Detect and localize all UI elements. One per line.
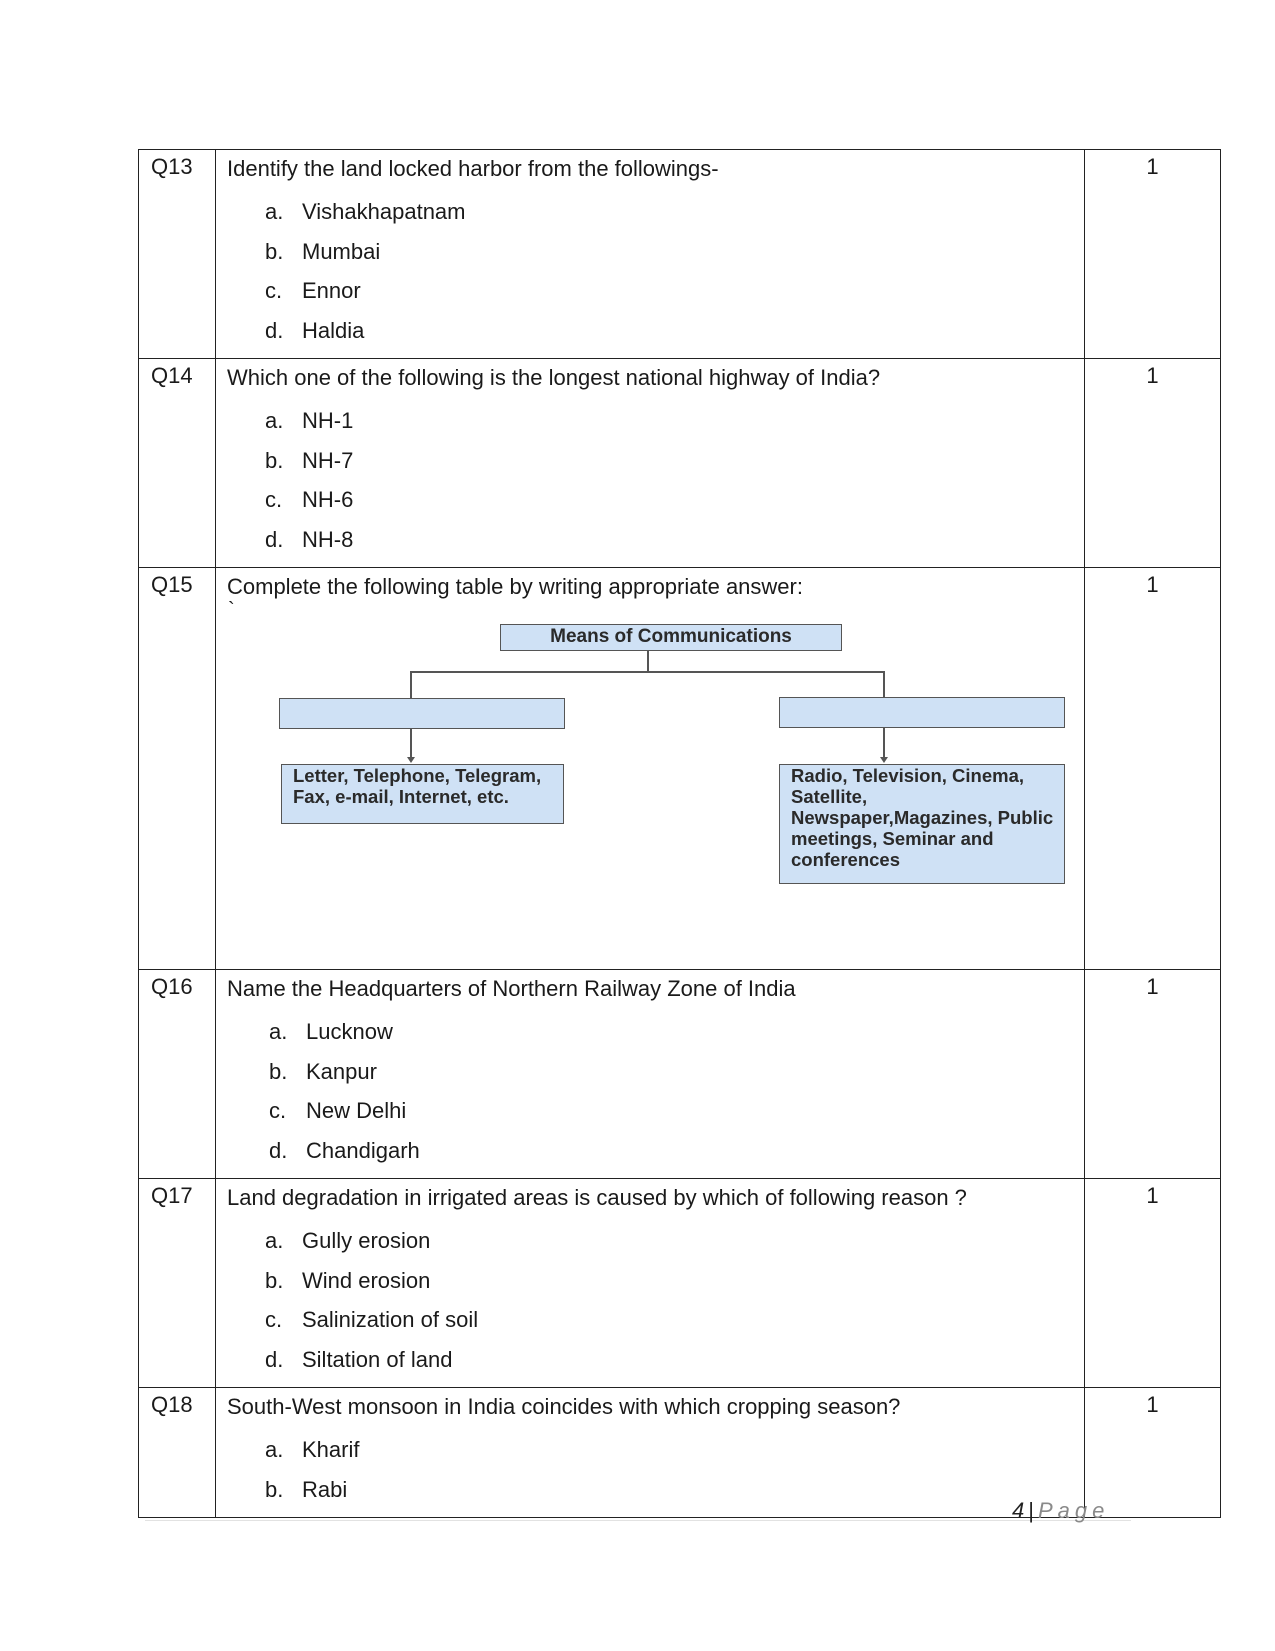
question-number: Q13 xyxy=(139,150,216,359)
mass-communication-list: Radio, Television, Cinema, Satellite, Newspaper,Magazines, Public meetings, Seminar and conferences xyxy=(779,764,1065,884)
option: d. Haldia xyxy=(265,317,365,343)
options-list xyxy=(227,401,1084,559)
option: d. Siltation of land xyxy=(265,1346,453,1372)
arrow-down-icon xyxy=(407,757,415,763)
option: c. New Delhi xyxy=(269,1098,407,1123)
question-row-q16 xyxy=(139,970,1221,1179)
marks: 1 xyxy=(1085,970,1221,1179)
question-number: Q17 xyxy=(139,1179,216,1388)
connector-line xyxy=(410,671,412,698)
question-row-q14 xyxy=(139,359,1221,568)
option: a. Lucknow xyxy=(269,1019,393,1044)
question-text: Complete the following table by writing appropriate answer: xyxy=(227,574,803,599)
page-number xyxy=(1012,1498,1109,1524)
option: a. Kharif xyxy=(265,1437,360,1462)
option: c. Salinization of soil xyxy=(265,1307,479,1332)
stray-mark: ` xyxy=(228,599,235,621)
question-text: Identify the land locked harbor from the followings- xyxy=(227,156,719,181)
options-list xyxy=(227,1221,1084,1379)
option: a. Gully erosion xyxy=(265,1228,431,1253)
option: c. Ennor xyxy=(265,278,361,303)
page-number-value: 4 xyxy=(1012,1498,1025,1523)
option: b. NH-7 xyxy=(265,447,354,473)
marks: 1 xyxy=(1085,359,1221,568)
question-text: South-West monsoon in India coincides with which cropping season? xyxy=(227,1394,901,1419)
question-text: Which one of the following is the longest national highway of India? xyxy=(227,365,881,390)
option: a. NH-1 xyxy=(265,408,354,433)
option: d. Chandigarh xyxy=(269,1137,420,1163)
connector-line xyxy=(883,728,885,758)
personal-communication-list: Letter, Telephone, Telegram, Fax, e-mail, Internet, etc. xyxy=(281,764,564,824)
question-number: Q14 xyxy=(139,359,216,568)
connector-line xyxy=(647,651,649,671)
blank-category-box-left[interactable] xyxy=(279,698,565,729)
option: b. Wind erosion xyxy=(265,1267,431,1293)
connector-line xyxy=(410,671,884,673)
arrow-down-icon xyxy=(880,757,888,763)
question-row-q13 xyxy=(139,150,1221,359)
question-text: Name the Headquarters of Northern Railway Zone of India xyxy=(227,976,796,1001)
page-separator: | xyxy=(1028,1498,1034,1523)
marks: 1 xyxy=(1085,1388,1221,1518)
question-number: Q18 xyxy=(139,1388,216,1518)
question-text: Land degradation in irrigated areas is caused by which of following reason ? xyxy=(227,1185,967,1210)
question-row-q17 xyxy=(139,1179,1221,1388)
page-label: Page xyxy=(1037,1498,1110,1523)
option: b. Kanpur xyxy=(269,1058,377,1084)
footer-divider xyxy=(145,1520,1131,1521)
question-number: Q15 xyxy=(139,568,216,970)
question-table xyxy=(138,149,1221,1518)
options-list xyxy=(227,1430,1084,1509)
marks: 1 xyxy=(1085,150,1221,359)
option: c. NH-6 xyxy=(265,487,354,512)
question-row-q15 xyxy=(139,568,1221,970)
option: d. NH-8 xyxy=(265,526,354,552)
connector-line xyxy=(410,729,412,758)
options-list xyxy=(227,1012,1084,1170)
options-list xyxy=(227,192,1084,350)
marks: 1 xyxy=(1085,568,1221,970)
communications-diagram xyxy=(227,618,1096,948)
diagram-title-box: Means of Communications xyxy=(500,624,842,651)
marks: 1 xyxy=(1085,1179,1221,1388)
option: b. Rabi xyxy=(265,1476,348,1502)
blank-category-box-right[interactable] xyxy=(779,697,1065,728)
question-number: Q16 xyxy=(139,970,216,1179)
option: b. Mumbai xyxy=(265,238,381,264)
option: a. Vishakhapatnam xyxy=(265,199,466,224)
connector-line xyxy=(883,671,885,697)
